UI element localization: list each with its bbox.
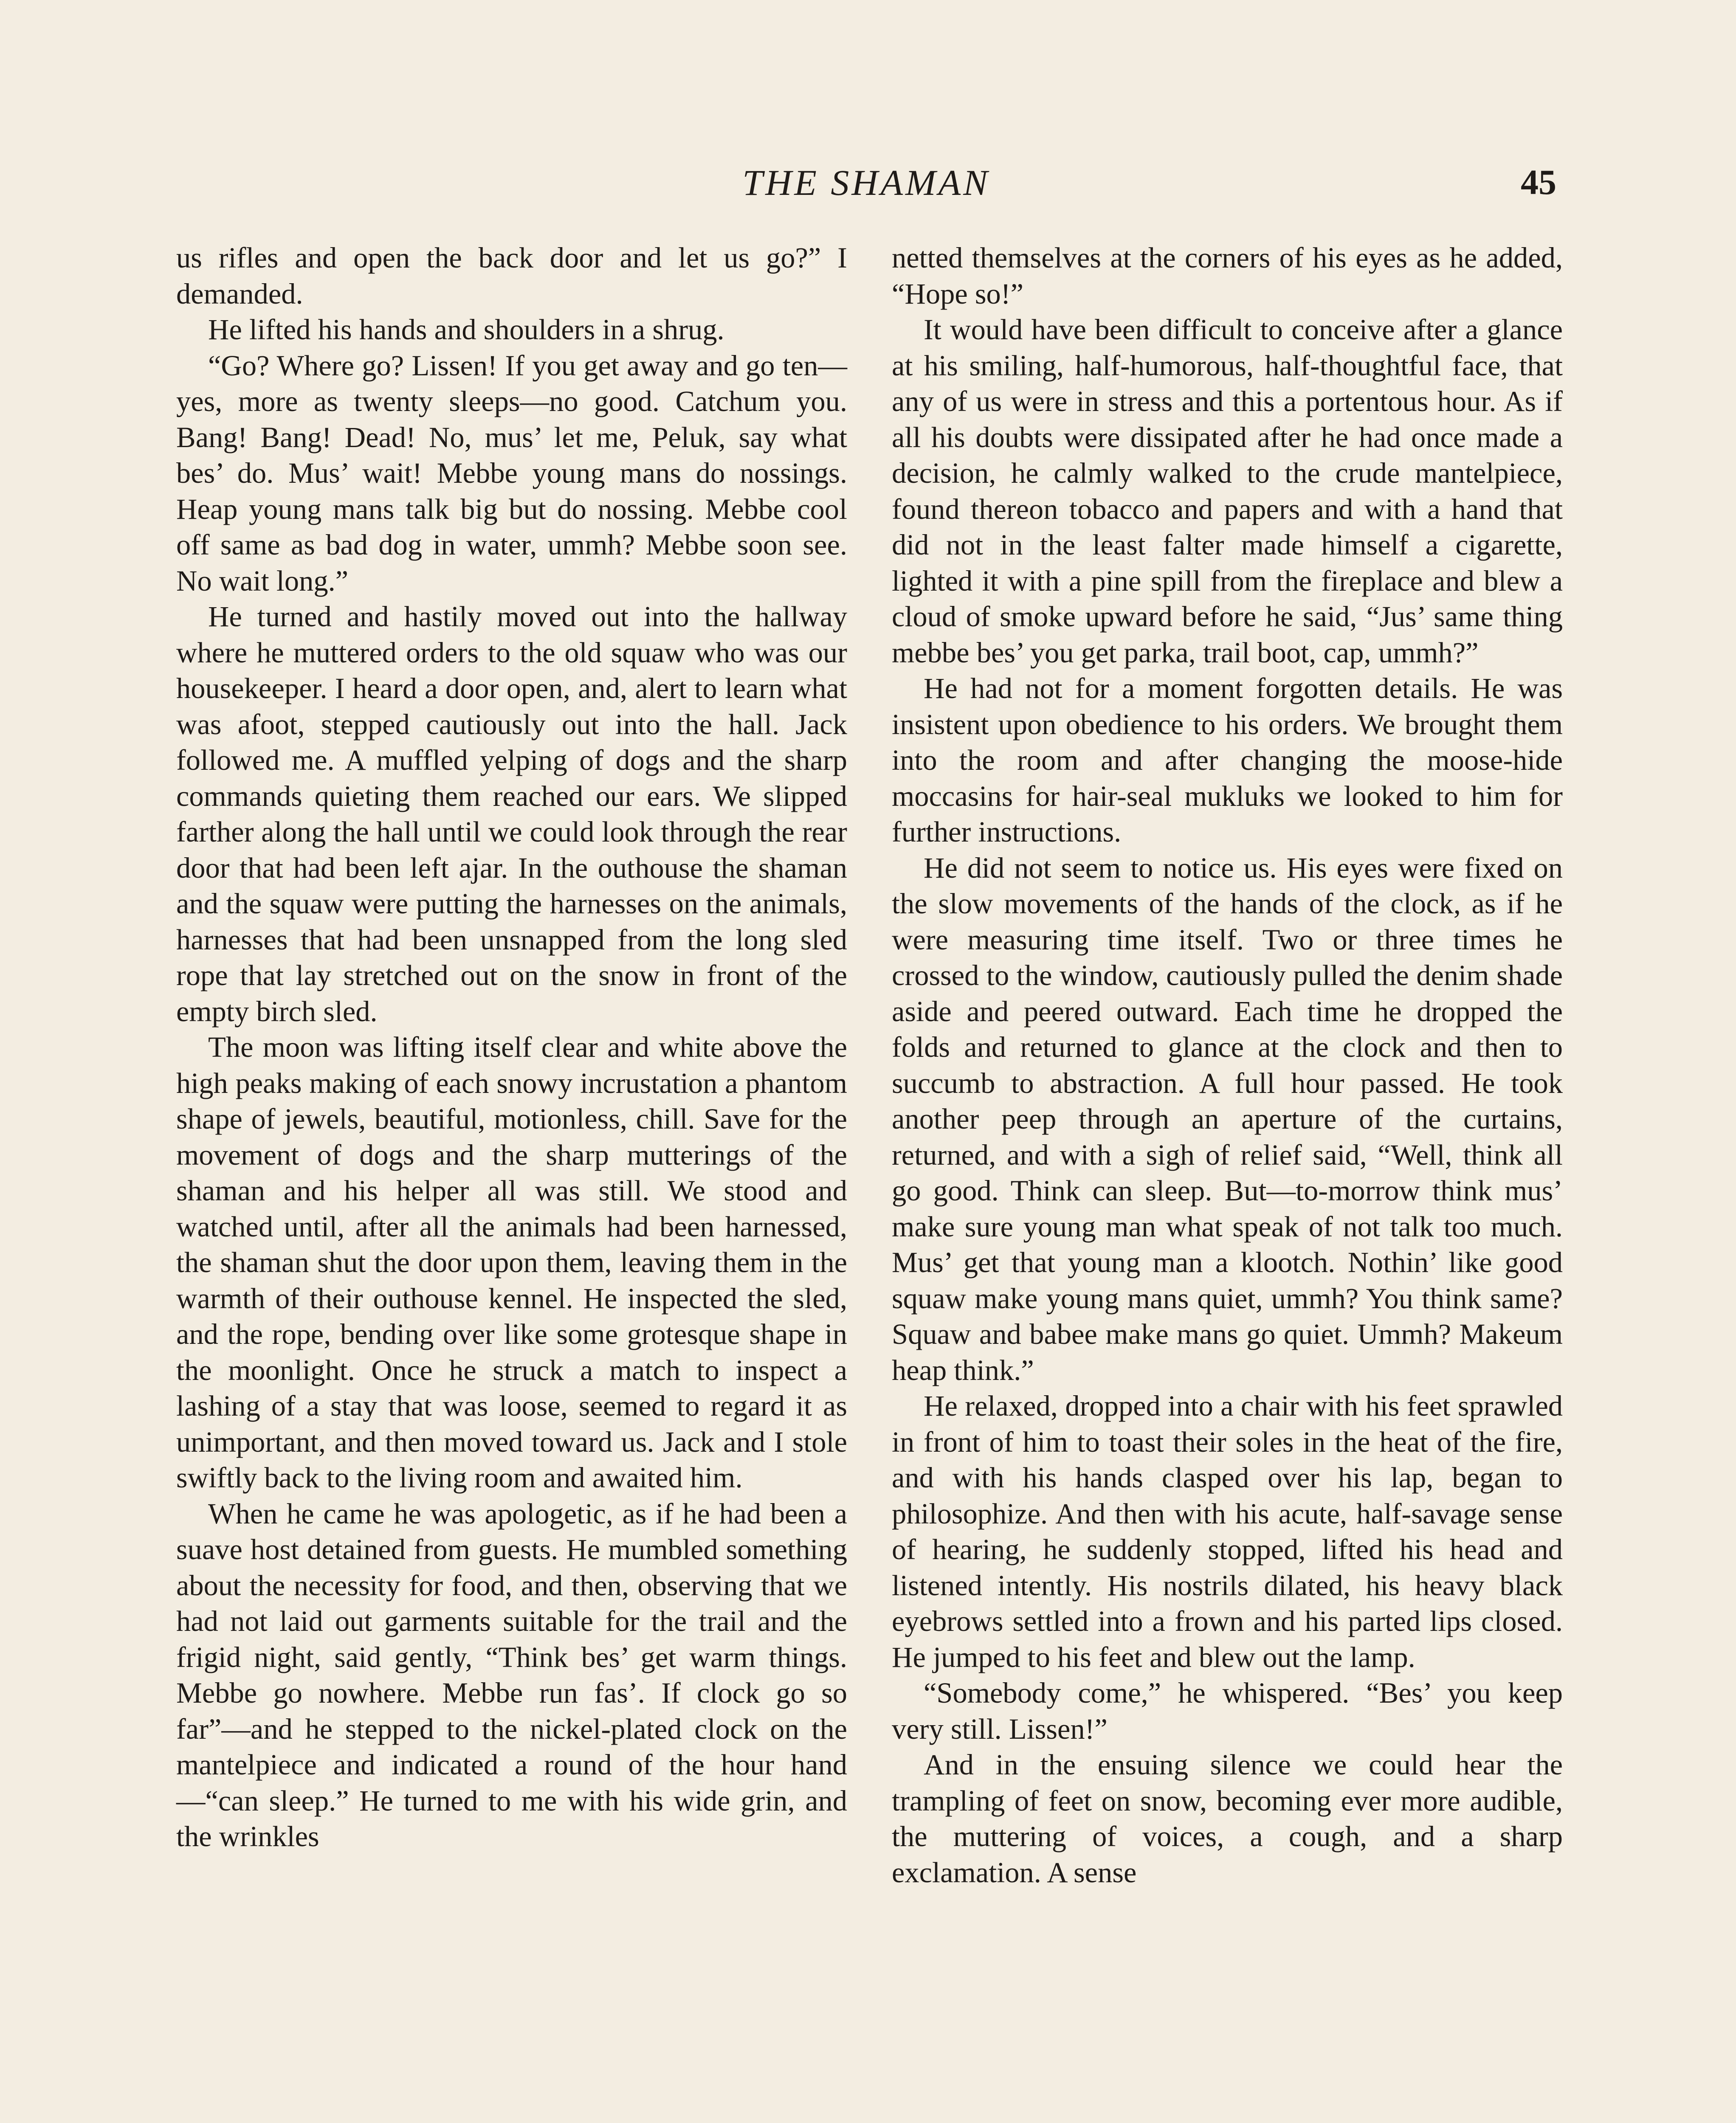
paragraph: He lifted his hands and shoulders in a shrug. — [208, 313, 724, 346]
paragraph: “Go? Where go? Lissen! If you get away and go ten—yes, more as twenty sleeps—no good. Catchum you. Bang! Bang! Dead! No, mus’ let me, Peluk, say what bes’ do. Mus’ wait! Mebbe young mans do nossings. Heap young mans talk big but do nossing. Mebbe cool off same as bad dog in water, ummh? Mebbe soon see. No wait long.” — [176, 349, 847, 597]
paragraph: He turned and hastily moved out into the hallway where he muttered orders to the old squaw who was our housekeeper. I heard a door open, and, alert to learn what was afoot, stepped cautiously out into the hall. Jack followed me. A muffled yelping of dogs and the sharp commands quieting them reached our ears. We slipped farther along the hall until we could look through the rear door that had been left ajar. In the outhouse the shaman and the squaw were putting the harnesses on the animals, harnesses that had been unsnapped from the long sled rope that lay stretched out on the snow in front of the empty birch sled. — [176, 600, 847, 1028]
right-column — [892, 240, 1563, 1890]
paragraph: netted themselves at the corners of his eyes as he added, “Hope so!” — [892, 242, 1563, 310]
paragraph: He had not for a moment forgotten details. He was insistent upon obedience to his orders. We brought them into the room and after changing the moose-hide moccasins for hair-seal mukluks we looked to him for further instructions. — [892, 672, 1563, 848]
paragraph: us rifles and open the back door and let us go?” I demanded. — [176, 242, 847, 310]
running-title: THE SHAMAN — [742, 162, 990, 203]
paragraph: “Somebody come,” he whispered. “Bes’ you keep very still. Lissen!” — [892, 1677, 1563, 1745]
paragraph: It would have been difficult to conceive after a glance at his smiling, half-humorous, half-thoughtful face, that any of us were in stress and this a portentous hour. As if all his doubts were dissipated after he had once made a decision, he calmly walked to the crude mantelpiece, found thereon tobacco and papers and with a hand that did not in the least falter made himself a cigarette, lighted it with a pine spill from the fireplace and blew a cloud of smoke upward before he said, “Jus’ same thing mebbe bes’ you get parka, trail boot, cap, ummh?” — [892, 313, 1563, 669]
paragraph: He did not seem to notice us. His eyes were fixed on the slow movements of the hands of the clock, as if he were measuring time itself. Two or three times he crossed to the window, cautiously pulled the denim shade aside and peered outward. Each time he dropped the folds and returned to glance at the clock and then to succumb to abstraction. A full hour passed. He took another peep through an aperture of the curtains, returned, and with a sigh of relief said, “Well, think all go good. Think can sleep. But—to-morrow think mus’ make sure young man what speak of not talk too much. Mus’ get that young man a klootch. Nothin’ like good squaw make young mans quiet, ummh? You think same? Squaw and babee make mans go quiet. Ummh? Makeum heap think.” — [892, 851, 1563, 1386]
page-number: 45 — [1521, 163, 1556, 202]
paragraph: He relaxed, dropped into a chair with his feet sprawled in front of him to toast their soles in the heat of the fire, and with his hands clasped over his lap, began to philosophize. And then with his acute, half-savage sense of hearing, he suddenly stopped, lifted his head and listened intently. His nostrils dilated, his heavy black eyebrows settled into a frown and his parted lips closed. He jumped to his feet and blew out the lamp. — [892, 1390, 1563, 1673]
paragraph: And in the ensuing silence we could hear the trampling of feet on snow, becoming ever more audible, the muttering of voices, a cough, and a sharp exclamation. A sense — [892, 1749, 1563, 1889]
paragraph: The moon was lifting itself clear and white above the high peaks making of each snowy incrustation a phantom shape of jewels, beautiful, motionless, chill. Save for the movement of dogs and the sharp mutterings of the shaman and his helper all was still. We stood and watched until, after all the animals had been harnessed, the shaman shut the door upon them, leaving them in the warmth of their outhouse kennel. He inspected the sled, and the rope, bending over like some grotesque shape in the moonlight. Once he struck a match to inspect a lashing of a stay that was loose, seemed to regard it as unimportant, and then moved toward us. Jack and I stole swiftly back to the living room and awaited him. — [176, 1031, 847, 1494]
paragraph: When he came he was apologetic, as if he had been a suave host detained from guests. He mumbled something about the necessity for food, and then, observing that we had not laid out garments suitable for the trail and the frigid night, said gently, “Think bes’ get warm things. Mebbe go nowhere. Mebbe run fas’. If clock go so far”—and he stepped to the nickel-plated clock on the mantelpiece and indicated a round of the hour hand—“can sleep.” He turned to me with his wide grin, and the wrinkles — [176, 1497, 847, 1853]
page-header — [176, 159, 1556, 206]
left-column — [176, 240, 847, 1855]
